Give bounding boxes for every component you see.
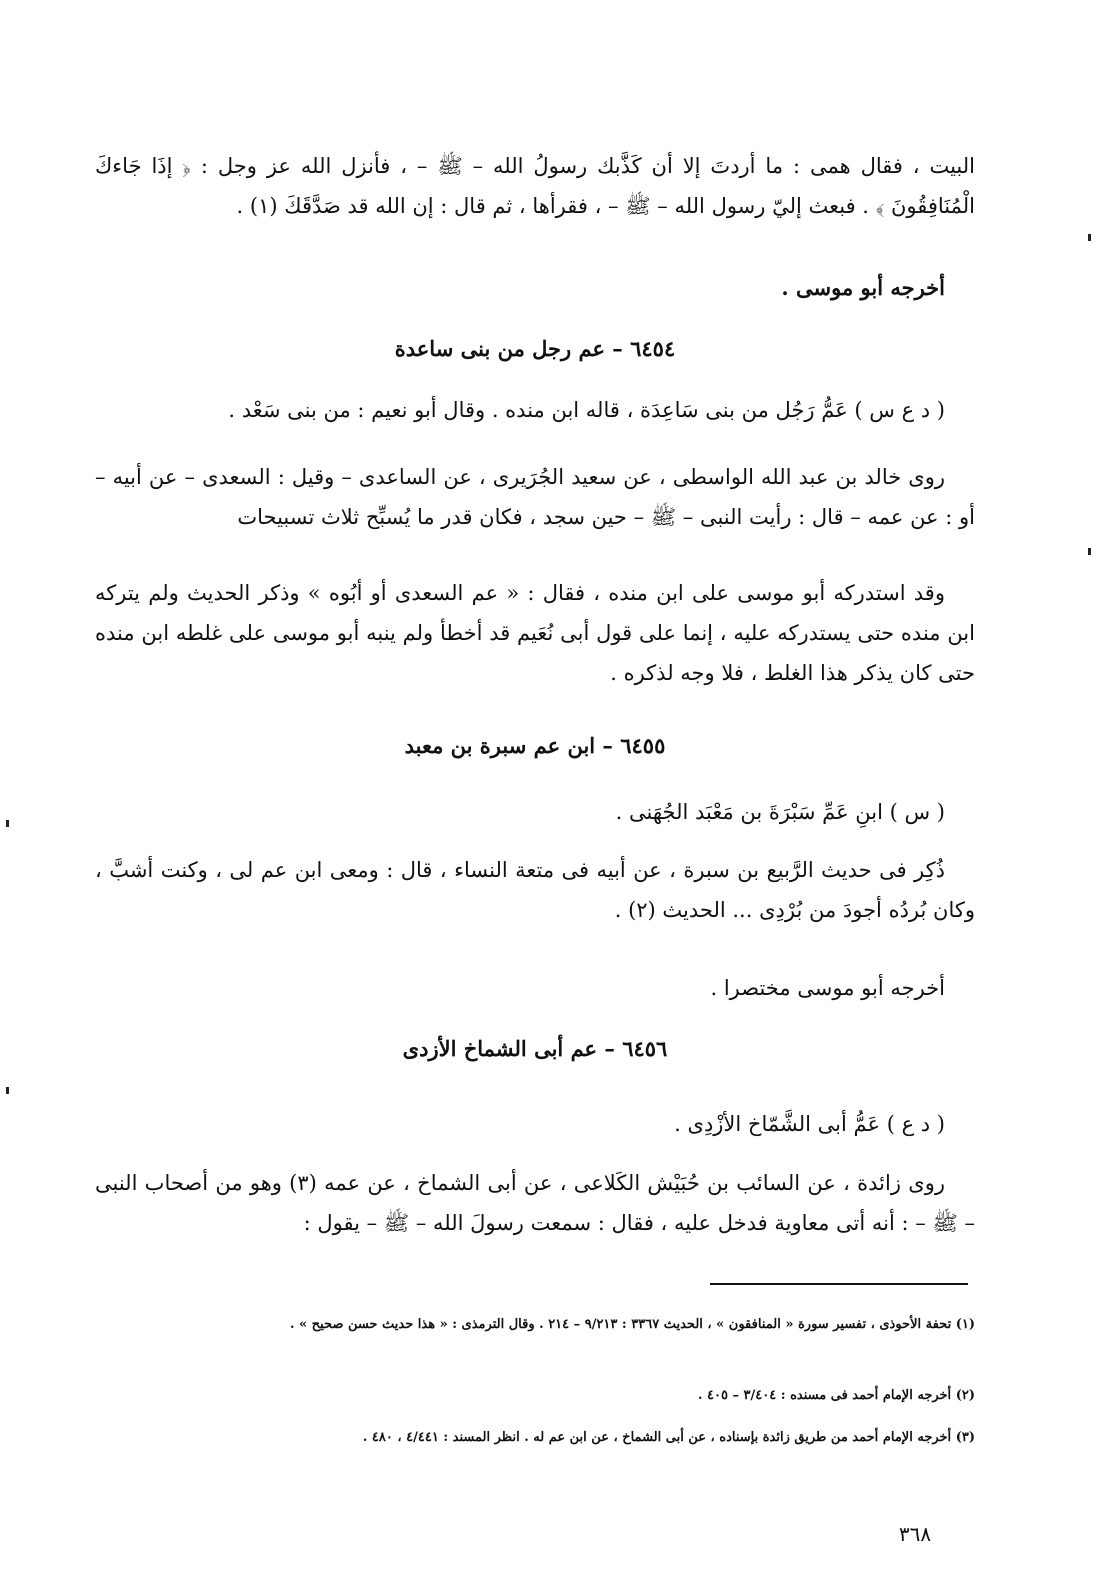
entry-6455-intro: ( س ) ابنِ عَمِّ سَبْرَةَ بن مَعْبَد الجُهَنى .	[615, 800, 945, 824]
scan-speck	[1088, 234, 1091, 241]
entry-heading-6455: ٦٤٥٥ – ابن عم سبرة بن معبد	[404, 733, 666, 758]
reference-line-top: أخرجه أبو موسى .	[781, 275, 945, 300]
footnote-3: (٣) أخرجه الإمام أحمد من طريق زائدة بإسناده ، عن أبى الشماخ ، عن ابن عم له . انظر المسند : ٤/٤٤١ ، ٤٨٠ .	[362, 1430, 975, 1445]
entry-6456-intro: ( د ع ) عَمُّ أبى الشَّمّاخ الأزْدِى .	[674, 1112, 945, 1136]
page-number: ٣٦٨	[898, 1522, 932, 1546]
paragraph-top: البيت ، فقال همى : ما أردتَ إلا أن كَذَّبك رسولُ الله – ﷺ – ، فأنزل الله عز وجل : ﴿ إذَا جَاءكَ الْمُنَافِقُونَ ﴾ . فبعث إليّ رسول الله – ﷺ – ، فقرأها ، ثم قال : إن الله قد صَدَّقَكَ (١) .	[95, 154, 975, 218]
entry-6455-body: ذُكِر فى حديث الرَّبيع بن سبرة ، عن أبيه فى متعة النساء ، قال : ومعى ابن عم لى ، وكنت أشبَّ ، وكان بُردُه أجودَ من بُرْدِى ... الحديث (٢) .	[95, 858, 975, 922]
entry-6454-intro: ( د ع س ) عَمُّ رَجُل من بنى سَاعِدَة ، قاله ابن منده . وقال أبو نعيم : من بنى سَعْد .	[228, 398, 945, 422]
scan-speck	[6, 820, 9, 827]
footnote-2: (٢) أخرجه الإمام أحمد فى مسنده : ٣/٤٠٤ – ٤٠٥ .	[697, 1388, 975, 1403]
entry-6455-reference: أخرجه أبو موسى مختصرا .	[710, 976, 945, 1000]
entry-heading-6454: ٦٤٥٤ – عم رجل من بنى ساعدة	[394, 336, 676, 361]
entry-6454-note: وقد استدركه أبو موسى على ابن منده ، فقال : « عم السعدى أو أبُوه » وذكر الحديث ولم يتركه ابن منده حتى يستدركه عليه ، إنما على قول أبى نُعَيم قد أخطأ ولم ينبه أبو موسى على غلطه ابن منده حتى كان يذكر هذا الغلط ، فلا وجه لذكره .	[95, 581, 975, 685]
footnote-1: (١) تحفة الأحوذى ، تفسير سورة « المنافقون » ، الحديث ٣٣٦٧ : ٩/٢١٣ – ٢١٤ . وقال الترمذى : « هذا حديث حسن صحيح » .	[289, 1317, 975, 1332]
entry-heading-6456: ٦٤٥٦ – عم أبى الشماخ الأزدى	[402, 1036, 668, 1061]
footnote-divider	[710, 1283, 968, 1285]
scan-speck	[1088, 548, 1091, 555]
entry-6456-body: روى زائدة ، عن السائب بن حُبَيْش الكَلاعى ، عن أبى الشماخ ، عن عمه (٣) وهو من أصحاب النبى – ﷺ – : أنه أتى معاوية فدخل عليه ، فقال : سمعت رسولَ الله – ﷺ – يقول :	[95, 1171, 975, 1235]
scan-speck	[6, 1087, 9, 1094]
entry-6454-body: روى خالد بن عبد الله الواسطى ، عن سعيد الجُرَيرى ، عن الساعدى – وقيل : السعدى – عن أبيه – أو : عن عمه – قال : رأيت النبى – ﷺ – حين سجد ، فكان قدر ما يُسبِّح ثلاث تسبيحات	[95, 465, 975, 529]
